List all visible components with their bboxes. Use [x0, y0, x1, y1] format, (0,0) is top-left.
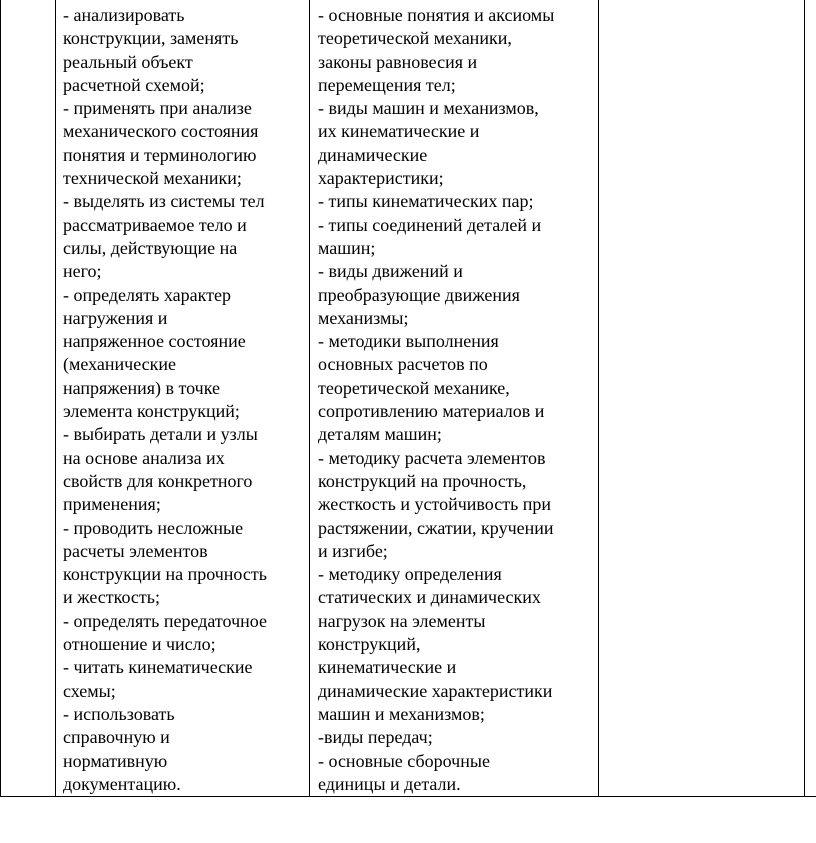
- knowledge-line: - типы соединений деталей и: [318, 214, 542, 235]
- knowledge-line: сопротивлению материалов и: [318, 401, 545, 422]
- skills-line: справочную и: [63, 727, 170, 748]
- skills-cell: [63, 4, 267, 796]
- knowledge-line: нагрузок на элементы: [318, 610, 486, 631]
- skills-line: на основе анализа их: [63, 447, 225, 468]
- skills-line: - определять характер: [63, 284, 231, 305]
- knowledge-line: - методику определения: [318, 564, 502, 585]
- skills-line: конструкции, заменять: [63, 28, 239, 49]
- knowledge-line: единицы и детали.: [318, 773, 461, 794]
- knowledge-line: перемещения тел;: [318, 74, 456, 95]
- knowledge-line: - основные понятия и аксиомы: [318, 5, 555, 25]
- knowledge-line: - виды машин и механизмов,: [318, 98, 539, 119]
- knowledge-line: основных расчетов по: [318, 354, 488, 375]
- knowledge-line: теоретической механики,: [318, 28, 512, 49]
- skills-line: отношение и число;: [63, 634, 216, 655]
- skills-line: - анализировать: [63, 5, 185, 25]
- table-divider-4: [804, 0, 805, 797]
- knowledge-line: динамические характеристики: [318, 680, 553, 701]
- skills-line: - определять передаточное: [63, 610, 267, 631]
- skills-line: силы, действующие на: [63, 237, 238, 258]
- skills-line: схемы;: [63, 680, 116, 701]
- skills-line: применения;: [63, 494, 161, 515]
- skills-line: документацию.: [63, 773, 181, 794]
- skills-line: нагружения и: [63, 307, 168, 328]
- table-divider-2: [309, 0, 310, 797]
- skills-line: напряжения) в точке: [63, 377, 221, 398]
- knowledge-line: - виды движений и: [318, 261, 463, 282]
- skills-line: - выделять из системы тел: [63, 191, 265, 212]
- table-border-left: [0, 0, 1, 797]
- skills-line: понятия и терминологию: [63, 144, 257, 165]
- knowledge-line: конструкций,: [318, 634, 421, 655]
- skills-line: расчетной схемой;: [63, 74, 205, 95]
- knowledge-cell: [318, 4, 554, 796]
- knowledge-line: конструкций на прочность,: [318, 470, 527, 491]
- knowledge-line: динамические: [318, 144, 428, 165]
- knowledge-line: характеристики;: [318, 168, 444, 189]
- knowledge-line: -виды передач;: [318, 727, 433, 748]
- knowledge-line: законы равновесия и: [318, 51, 478, 72]
- skills-line: - применять при анализе: [63, 98, 252, 119]
- skills-line: напряженное состояние: [63, 331, 246, 352]
- knowledge-line: и изгибе;: [318, 540, 388, 561]
- knowledge-line: - методику расчета элементов: [318, 447, 546, 468]
- knowledge-line: деталям машин;: [318, 424, 442, 445]
- skills-line: нормативную: [63, 750, 168, 771]
- knowledge-line: машин и механизмов;: [318, 703, 485, 724]
- knowledge-line: - типы кинематических пар;: [318, 191, 534, 212]
- knowledge-line: машин;: [318, 237, 376, 258]
- skills-line: рассматриваемое тело и: [63, 214, 247, 235]
- knowledge-line: их кинематические и: [318, 121, 480, 142]
- table-divider-3: [598, 0, 599, 797]
- knowledge-line: жесткость и устойчивость при: [318, 494, 552, 515]
- skills-line: - проводить несложные: [63, 517, 244, 538]
- skills-line: (механические: [63, 354, 177, 375]
- knowledge-line: преобразующие движения: [318, 284, 520, 305]
- skills-line: - использовать: [63, 703, 175, 724]
- skills-line: конструкции на прочность: [63, 564, 267, 585]
- skills-line: и жесткость;: [63, 587, 160, 608]
- knowledge-line: теоретической механике,: [318, 377, 510, 398]
- skills-line: элемента конструкций;: [63, 401, 240, 422]
- skills-line: - читать кинематические: [63, 657, 253, 678]
- skills-line: него;: [63, 261, 102, 282]
- knowledge-line: статических и динамических: [318, 587, 541, 608]
- knowledge-line: кинематические и: [318, 657, 457, 678]
- knowledge-line: растяжении, сжатии, кручении: [318, 517, 554, 538]
- skills-line: - выбирать детали и узлы: [63, 424, 258, 445]
- knowledge-line: механизмы;: [318, 307, 409, 328]
- skills-line: свойств для конкретного: [63, 470, 253, 491]
- skills-line: механического состояния: [63, 121, 259, 142]
- knowledge-line: - основные сборочные: [318, 750, 490, 771]
- skills-line: расчеты элементов: [63, 540, 208, 561]
- skills-line: технической механики;: [63, 168, 242, 189]
- skills-line: реальный объект: [63, 51, 193, 72]
- knowledge-line: - методики выполнения: [318, 331, 499, 352]
- table-divider-1: [55, 0, 56, 797]
